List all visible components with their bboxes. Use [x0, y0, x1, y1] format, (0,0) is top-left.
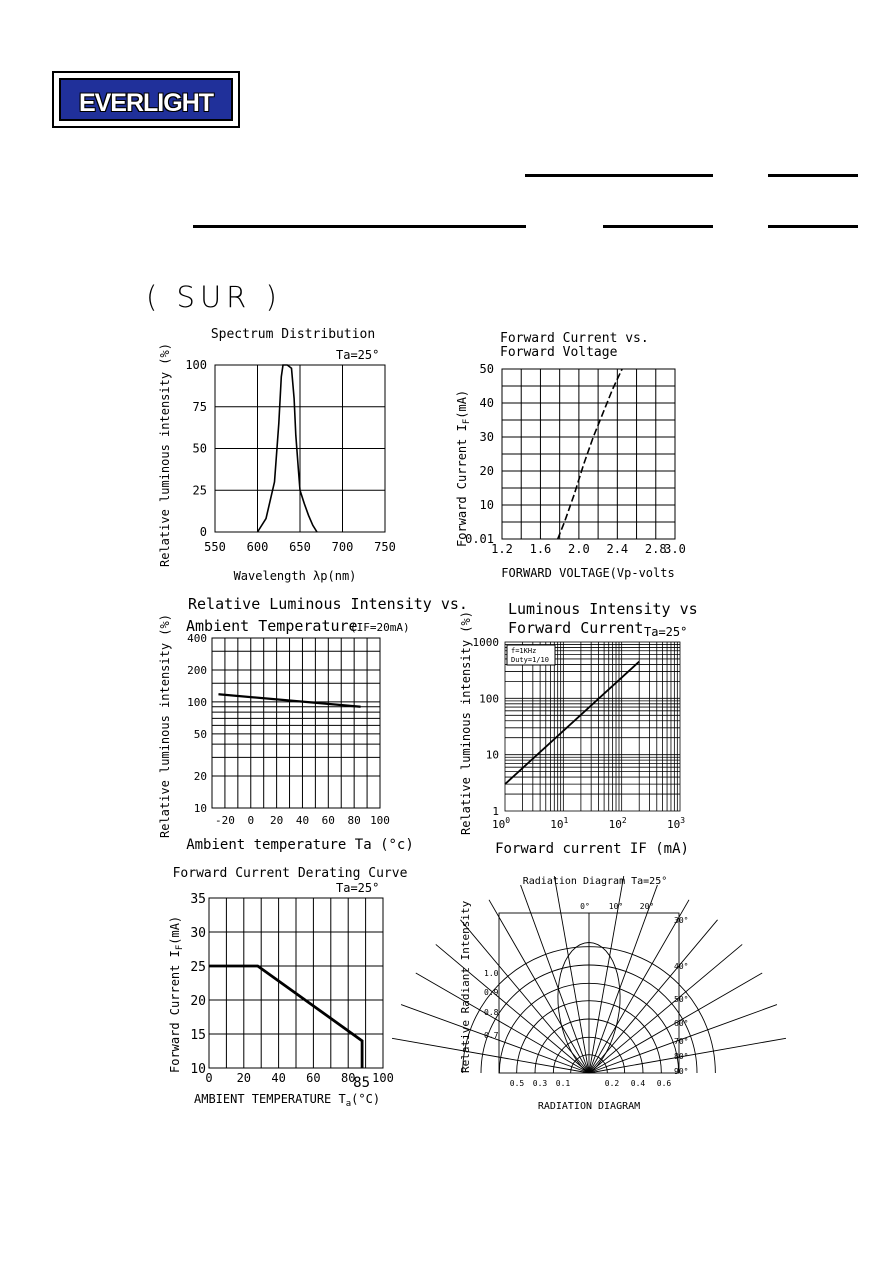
x-axis-label: Wavelength λp(nm) [233, 569, 357, 583]
x-tick-label: 100 [372, 1071, 394, 1085]
chart-title-line2: Forward Voltage [500, 345, 618, 360]
y-tick-label: 25 [192, 483, 207, 498]
y-axis-label: Relative Radiant Intensity [459, 900, 472, 1073]
scale-label: 0.5 [509, 1079, 525, 1088]
spectrum-chart [158, 327, 396, 583]
plot-frame [212, 638, 380, 808]
angle-label: 30° [674, 916, 689, 925]
y-tick-label: 30 [190, 926, 206, 941]
svg-text:AMBIENT TEMPERATURE Ta(°C): AMBIENT TEMPERATURE $T_a(^\circ C)$ [194, 1092, 381, 1109]
y-tick-label: 10 [190, 1062, 206, 1077]
chart-title: Forward Current Derating Curve [172, 866, 408, 881]
section-tag: ( SUR ) [146, 280, 282, 314]
angle-label: 60° [674, 1019, 689, 1028]
x-tick-label: $10^3$ [666, 816, 686, 831]
y-tick-label: 0 [199, 525, 207, 539]
scale-label: 0.6 [656, 1079, 672, 1088]
x-tick-label: 700 [331, 540, 354, 554]
y-tick-label: 100 [187, 695, 207, 709]
chart-condition: Ta=25° [336, 348, 380, 362]
x-axis-label: Ambient temperature Ta (°c) [186, 837, 414, 853]
x-tick-label: 2.4 [606, 542, 629, 556]
derating-curve [209, 966, 362, 1068]
scale-label: 0.3 [532, 1079, 548, 1088]
x-axis-label: FORWARD VOLTAGE(Vp-volts [501, 566, 675, 580]
angle-label: 50° [674, 995, 689, 1004]
derate-chart [168, 866, 408, 1109]
x-marker-label: 85 [353, 1075, 371, 1091]
scale-label: 0.2 [604, 1079, 620, 1088]
y-tick-label: 25 [190, 960, 206, 975]
y-axis-label: Relative luminous intensity (%) [459, 611, 473, 835]
y-tick-label: 50 [479, 362, 494, 376]
scale-label: 1.0 [484, 969, 499, 978]
angle-label: 80° [674, 1052, 689, 1061]
x-tick-label: 80 [340, 1071, 356, 1085]
y-tick-label: 0.01 [465, 532, 494, 546]
x-tick-label: 550 [204, 540, 226, 554]
svg-text:Forward Current IF(mA): Forward Current $I_F(mA)$ [168, 915, 185, 1073]
x-tick-label: 3.0 [664, 542, 686, 556]
scale-label: 0.9 [484, 988, 499, 997]
x-tick-label: 20 [269, 814, 284, 827]
y-tick-label: 1 [492, 805, 499, 818]
legend-duty: Duty=1/10 [511, 656, 549, 664]
x-tick-label: 2.0 [568, 542, 590, 556]
y-tick-label: 40 [479, 396, 494, 410]
y-tick-label: 100 [479, 692, 499, 706]
chart-title-line2: Forward Current [508, 619, 644, 637]
x-axis-label: RADIATION DIAGRAM [537, 1101, 641, 1112]
y-tick-label: 10 [193, 802, 207, 815]
y-tick-label: 1000 [472, 636, 499, 649]
x-tick-label: 1.6 [529, 542, 552, 556]
x-tick-label: 750 [374, 540, 396, 554]
y-tick-label: 15 [190, 1028, 206, 1043]
y-tick-label: 200 [187, 663, 207, 677]
x-tick-label: 2.8 [644, 542, 667, 556]
plot-frame [505, 642, 680, 811]
x-tick-label: -20 [214, 814, 235, 827]
lum-chart [459, 600, 698, 857]
x-tick-label: 40 [295, 814, 310, 827]
temp-chart [158, 595, 468, 853]
chart-title-line1: Forward Current vs. [500, 331, 649, 346]
y-tick-label: 75 [192, 399, 207, 414]
angle-label: 70° [674, 1037, 689, 1046]
x-tick-label: 80 [347, 814, 361, 827]
angle-label: 40° [674, 962, 689, 971]
y-tick-label: 50 [193, 727, 207, 741]
scale-label: 0.8 [484, 1008, 499, 1017]
x-tick-label: 600 [246, 540, 269, 554]
x-tick-label: 0 [205, 1071, 213, 1085]
chart-condition: Ta=25° [336, 881, 380, 895]
y-axis-label: Relative luminous intensity (%) [158, 343, 172, 567]
x-axis-label: Forward current IF (mA) [495, 841, 689, 857]
x-tick-label: 40 [271, 1071, 286, 1085]
scale-label: 0.4 [630, 1079, 646, 1088]
y-tick-label: 20 [193, 770, 207, 784]
x-tick-label: 100 [370, 814, 390, 827]
logo-text: EVERLIGHT [78, 89, 214, 117]
y-axis-label [455, 390, 472, 547]
x-tick-label: 1.2 [491, 542, 513, 556]
y-tick-label: 20 [190, 994, 206, 1009]
y-tick-label: 100 [185, 358, 207, 372]
fv-chart [455, 331, 686, 580]
chart-title: Spectrum Distribution [210, 327, 376, 342]
angle-label: 20° [639, 902, 655, 911]
chart-title-line1: Relative Luminous Intensity vs. [188, 595, 468, 613]
angle-label: 90° [674, 1067, 689, 1076]
y-tick-label: 20 [479, 464, 494, 478]
angle-label: 0° [580, 902, 590, 911]
chart-title-line2: Ambient Temperature [186, 617, 358, 635]
x-tick-label: $10^2$ [608, 816, 627, 831]
y-tick-label: 10 [485, 748, 499, 762]
y-tick-label: 10 [479, 498, 494, 512]
scale-label: 0.7 [484, 1031, 499, 1040]
y-tick-label: 50 [192, 441, 207, 456]
y-axis-label [168, 916, 185, 1073]
x-tick-label: $10^0$ [491, 816, 511, 831]
x-tick-label: $10^1$ [550, 816, 569, 831]
svg-text:Forward Current IF(mA): Forward Current $I_F(mA)$ [455, 389, 472, 547]
y-axis-label: Relative luminous intensity (%) [158, 614, 172, 838]
chart-condition: (IF=20mA) [350, 621, 410, 634]
x-tick-label: 20 [236, 1071, 252, 1085]
y-tick-label: 400 [187, 632, 207, 645]
radiation-chart [392, 876, 786, 1112]
y-tick-label: 30 [479, 430, 494, 444]
chart-title-line1: Luminous Intensity vs [508, 600, 698, 618]
chart-condition: Ta=25° [644, 625, 688, 639]
chart-title: Radiation Diagram Ta=25° [522, 876, 668, 887]
x-tick-label: 650 [289, 540, 311, 554]
x-tick-label: 60 [321, 814, 335, 827]
legend-frequency: f=1KHz [511, 647, 537, 655]
x-tick-label: 0 [247, 814, 255, 827]
x-axis-label [194, 1092, 380, 1109]
x-tick-label: 60 [306, 1071, 321, 1085]
angle-label: 10° [608, 902, 624, 911]
y-tick-label: 35 [190, 892, 206, 907]
scale-label: 0.1 [555, 1079, 571, 1088]
